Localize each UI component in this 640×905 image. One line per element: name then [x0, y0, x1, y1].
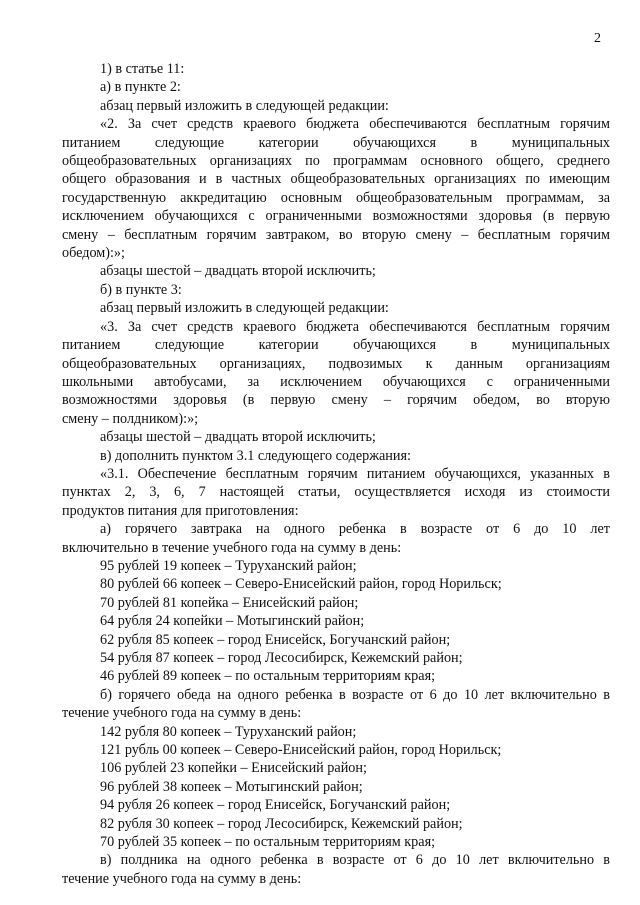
text-line: школьными автобусами, за исключением обучающихся с ограниченными — [62, 373, 610, 390]
paragraph-point-3-1 — [62, 465, 610, 520]
text-line: общего образования и в частных общеобразовательных организациях по имеющим — [62, 171, 610, 188]
text-line: питанием следующие категории обучающихся в муниципальных — [62, 337, 610, 354]
text-line: общеобразовательных организациях, подвозимых к данным организациям — [62, 355, 610, 372]
text-line: абзац первый изложить в следующей редакции: — [100, 300, 389, 317]
text-line: «2. За счет средств краевого бюджета обеспечиваются бесплатным горячим — [100, 116, 610, 133]
text-line: продуктов питания для приготовления: — [62, 502, 299, 519]
text-line: «3.1. Обеспечение бесплатным горячим питанием обучающихся, указанных в — [100, 465, 610, 482]
list-item: 96 рублей 38 копеек – Мотыгинский район; — [100, 778, 363, 795]
text-line: б) в пункте 3: — [100, 281, 182, 298]
text-line: б) горячего обеда на одного ребенка в возрасте от 6 до 10 лет включительно в — [100, 686, 610, 703]
paragraph-point-3 — [62, 318, 610, 428]
text-line: абзацы шестой – двадцать второй исключить; — [100, 429, 376, 446]
text-line: в) полдника на одного ребенка в возрасте от 6 до 10 лет включительно в — [100, 852, 610, 869]
text-line: питанием следующие категории обучающихся в муниципальных — [62, 134, 610, 151]
text-line: течение учебного года на сумму в день: — [62, 870, 302, 887]
text-line: абзацы шестой – двадцать второй исключить; — [100, 263, 376, 280]
list-item: 94 рубля 26 копеек – город Енисейск, Богучанский район; — [100, 797, 451, 814]
lunch-price-list — [62, 723, 610, 852]
text-line: обедом):»; — [62, 245, 125, 262]
breakfast-price-list — [62, 557, 610, 686]
text-line: смену – полдником):»; — [62, 410, 199, 427]
text-line: возможностями здоровья (в первую смену – горячим обедом, во вторую — [62, 392, 610, 409]
paragraph-breakfast — [62, 520, 610, 557]
text-line: государственную аккредитацию основным общеобразовательным программам, за — [62, 189, 610, 206]
text-line: а) горячего завтрака на одного ребенка в возрасте от 6 до 10 лет — [100, 521, 610, 538]
text-line: включительно в течение учебного года на сумму в день: — [62, 539, 402, 556]
list-item: 54 рубля 87 копеек – город Лесосибирск, Кежемский район; — [100, 650, 463, 666]
list-item: 80 рублей 66 копеек – Северо-Енисейский район, город Норильск; — [100, 576, 502, 593]
list-item: 70 рублей 35 копеек – по остальным территориям края; — [100, 834, 436, 851]
text-line: смену – бесплатным горячим завтраком, во вторую смену – бесплатным горячим — [62, 226, 610, 243]
text-line: пунктах 2, 3, 6, 7 настоящей статьи, осуществляется исходя из стоимости — [62, 484, 610, 501]
list-item: 95 рублей 19 копеек – Туруханский район; — [100, 557, 357, 574]
text-line: исключением обучающихся с ограниченными возможностями здоровья (в первую — [62, 208, 610, 225]
text-line: «3. За счет средств краевого бюджета обеспечиваются бесплатным горячим — [100, 318, 610, 335]
text-line: абзац первый изложить в следующей редакции: — [100, 97, 389, 114]
paragraph-snack — [62, 851, 610, 888]
text-line: в) дополнить пунктом 3.1 следующего содержания: — [100, 447, 411, 464]
text-line: а) в пункте 2: — [100, 79, 181, 96]
paragraph-lunch — [62, 686, 610, 723]
page-number: 2 — [594, 31, 601, 46]
list-item: 62 рубля 85 копеек – город Енисейск, Богучанский район; — [100, 631, 451, 648]
list-item: 82 рубля 30 копеек – город Лесосибирск, Кежемский район; — [100, 815, 463, 832]
list-item: 70 рублей 81 копейка – Енисейский район; — [100, 594, 359, 611]
text-line: 1) в статье 11: — [100, 61, 185, 77]
list-item: 142 рубля 80 копеек – Туруханский район; — [100, 723, 357, 740]
document-body — [62, 60, 610, 888]
list-item: 64 рубля 24 копейки – Мотыгинский район; — [100, 613, 365, 630]
paragraph-point-2 — [62, 115, 610, 262]
list-item: 106 рублей 23 копейки – Енисейский район; — [100, 760, 367, 777]
text-line: течение учебного года на сумму в день: — [62, 705, 302, 722]
list-item: 46 рублей 89 копеек – по остальным территориям края; — [100, 668, 436, 685]
text-line: общеобразовательных организациях по программам основного общего, среднего — [62, 153, 610, 170]
list-item: 121 рубль 00 копеек – Северо-Енисейский район, город Норильск; — [100, 742, 502, 759]
